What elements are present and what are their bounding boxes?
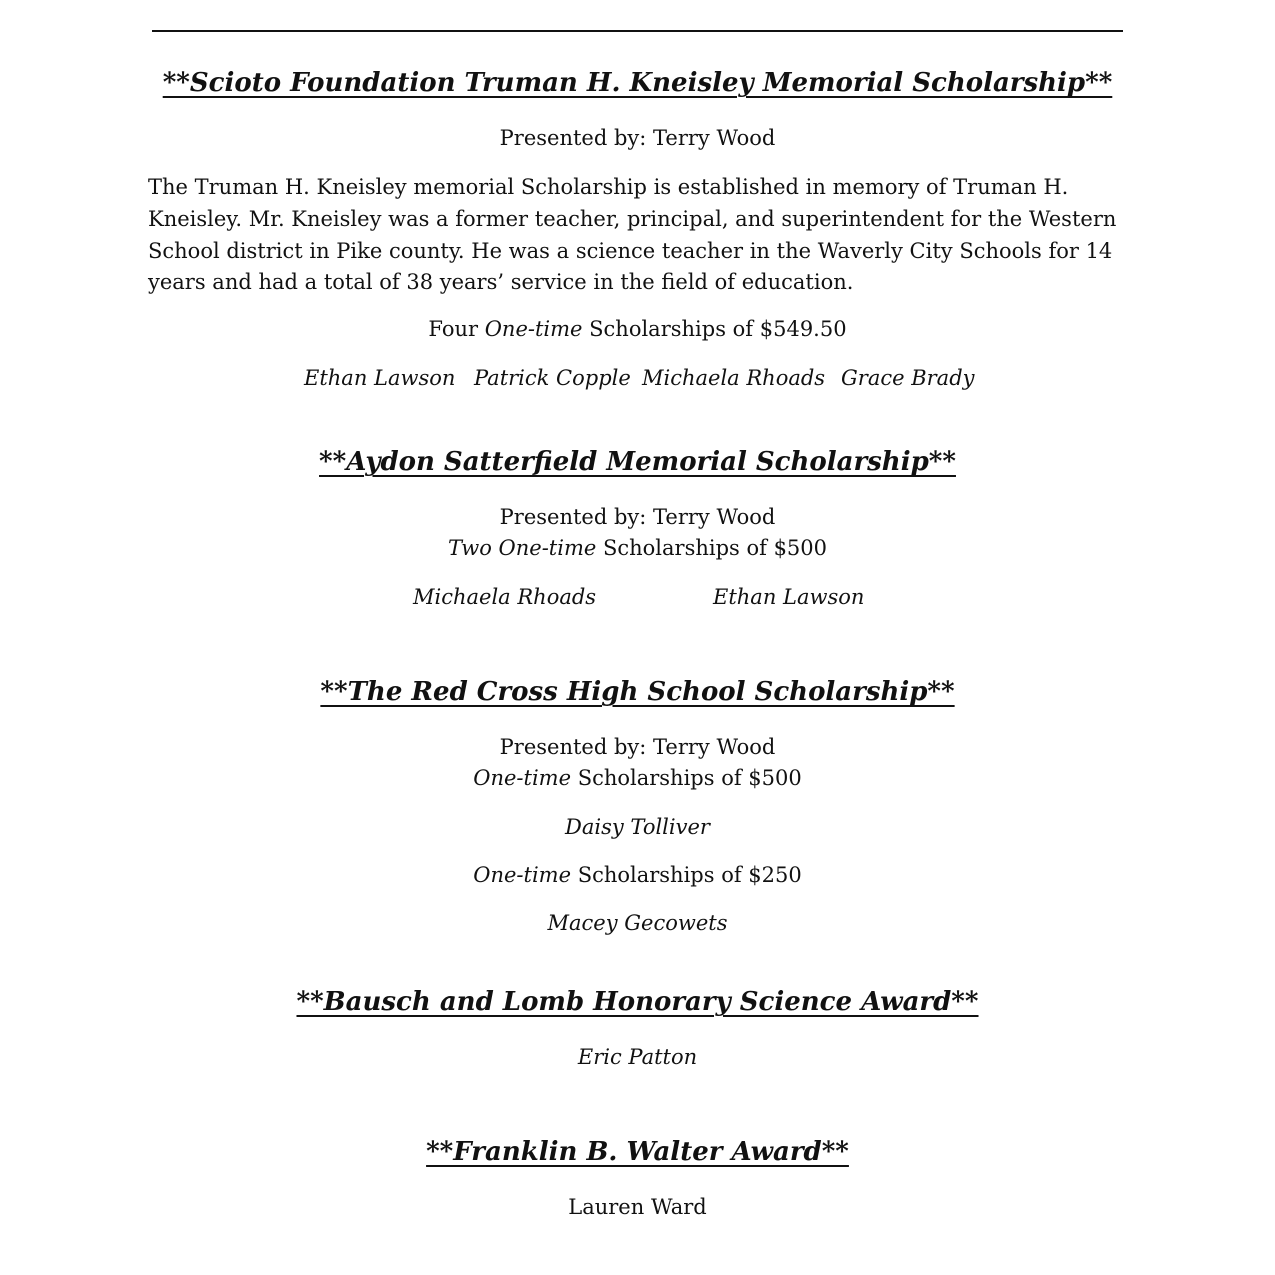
description-line: years and had a total of 38 years’ service in the field of education. [148, 270, 854, 295]
recipient-name: Ethan Lawson [304, 366, 456, 390]
description-line: Kneisley. Mr. Kneisley was a former teacher, principal, and superintendent for the Western [148, 206, 1117, 231]
scholarship-amount: One-time Scholarships of $500 [473, 766, 802, 790]
section-title: **Aydon Satterfield Memorial Scholarship** [319, 447, 956, 477]
recipient-name: Michaela Rhoads [413, 585, 597, 609]
recipient-name: Daisy Tolliver [565, 815, 710, 839]
section-title: **Scioto Foundation Truman H. Kneisley Memorial Scholarship** [162, 68, 1113, 98]
recipient-name: Lauren Ward [568, 1195, 707, 1219]
section-title: **Franklin B. Walter Award** [426, 1137, 849, 1167]
section-title: **The Red Cross High School Scholarship** [320, 677, 955, 707]
top-divider [152, 30, 1123, 32]
scholarship-amount: Four One-time Scholarships of $549.50 [428, 317, 847, 341]
presented-by: Presented by: Terry Wood [499, 126, 776, 150]
recipient-name: Eric Patton [577, 1045, 698, 1069]
recipient-name: Grace Brady [841, 366, 975, 390]
scholarship-amount: Two One-time Scholarships of $500 [447, 536, 828, 560]
scholarship-amount: One-time Scholarships of $250 [473, 863, 802, 887]
scholarship-description [148, 172, 1128, 299]
presented-by: Presented by: Terry Wood [499, 505, 776, 529]
recipient-name: Ethan Lawson [713, 585, 865, 609]
recipient-name: Patrick Copple [474, 366, 631, 390]
recipient-name: Macey Gecowets [547, 911, 728, 935]
description-line: School district in Pike county. He was a science teacher in the Waverly City Schools for 14 [148, 238, 1113, 263]
presented-by: Presented by: Terry Wood [499, 735, 776, 759]
section-title: **Bausch and Lomb Honorary Science Award** [296, 987, 979, 1017]
description-line: The Truman H. Kneisley memorial Scholarship is established in memory of Truman H. [148, 175, 1069, 199]
recipient-name: Michaela Rhoads [642, 366, 826, 390]
